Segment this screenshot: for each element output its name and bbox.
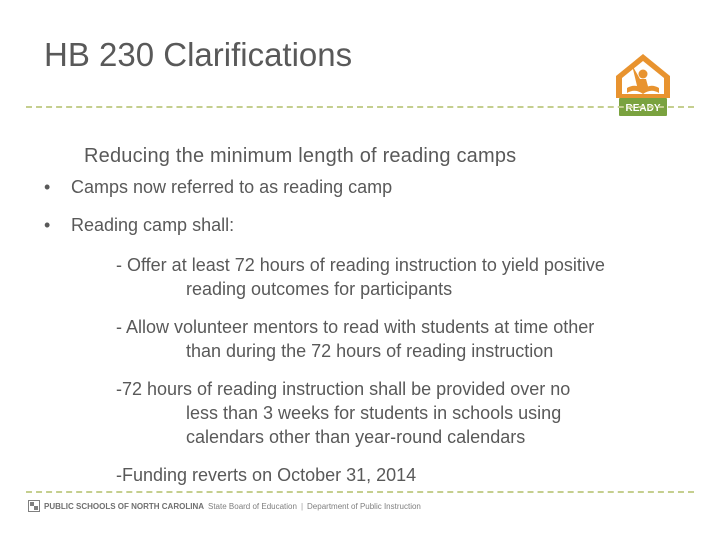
footer — [28, 499, 421, 513]
sub-item-line: -Funding reverts on October 31, 2014 — [116, 465, 417, 485]
reading-child-house-icon — [613, 52, 673, 118]
sub-item — [116, 315, 676, 363]
sub-item-line: -72 hours of reading instruction shall be provided over no — [116, 379, 571, 399]
ready-logo-label: READY — [625, 103, 661, 114]
ready-logo — [613, 52, 673, 118]
footer-department: Department of Public Instruction — [307, 501, 421, 511]
sub-item-line: less than 3 weeks for students in schools using — [186, 403, 562, 423]
sub-item-line: reading outcomes for participants — [186, 279, 453, 299]
footer-org: PUBLIC SCHOOLS OF NORTH CAROLINA — [44, 501, 204, 511]
header-divider — [26, 106, 694, 108]
nc-dpi-emblem-icon — [28, 500, 40, 512]
sub-item-line: than during the 72 hours of reading instruction — [186, 341, 554, 361]
footer-separator: | — [300, 501, 304, 511]
slide-subtitle: Reducing the minimum length of reading camps — [84, 145, 517, 167]
sub-item — [116, 253, 676, 301]
footer-board: State Board of Education — [208, 501, 297, 511]
sub-item-line: - Offer at least 72 hours of reading instruction to yield positive — [116, 255, 605, 275]
sub-item-line: calendars other than year-round calendars — [186, 427, 526, 447]
bullet-text: Reading camp shall: — [71, 215, 235, 235]
sub-item — [116, 377, 676, 449]
sub-item — [116, 463, 676, 487]
slide-title: HB 230 Clarifications — [44, 36, 353, 73]
footer-divider — [26, 491, 694, 493]
bullet-symbol: • — [44, 215, 51, 235]
bullet-text: Camps now referred to as reading camp — [71, 177, 393, 197]
sub-item-line: - Allow volunteer mentors to read with students at time other — [116, 317, 595, 337]
bullet-symbol: • — [44, 177, 51, 197]
